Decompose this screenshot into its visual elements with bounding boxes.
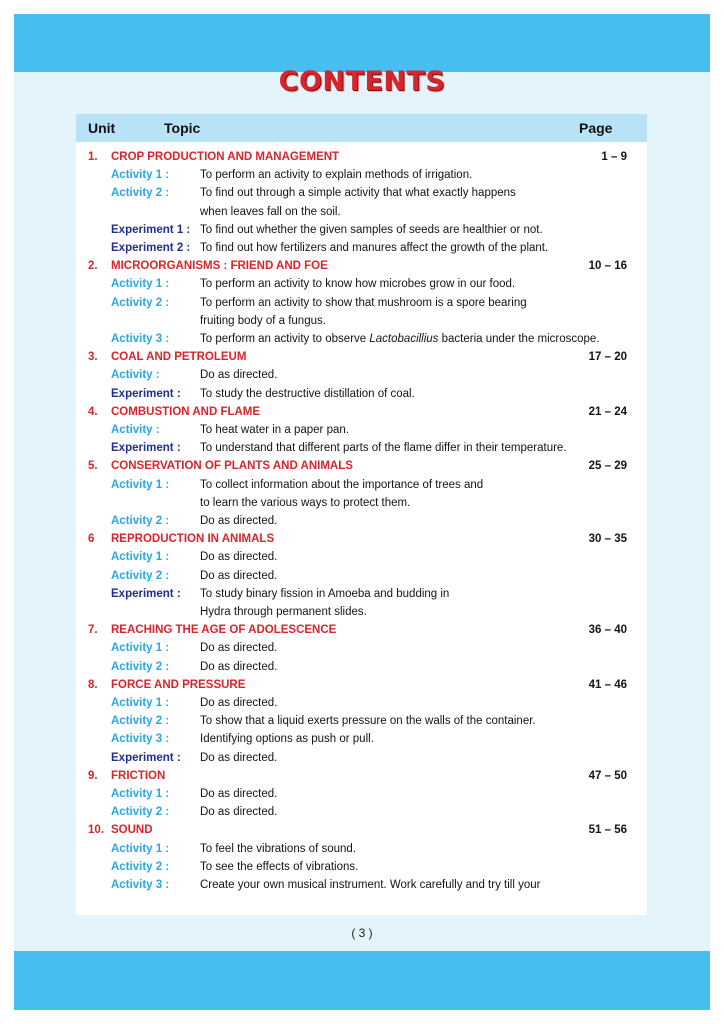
activity-label: Activity 2 : xyxy=(111,296,170,309)
item-description: To understand that different parts of the flame differ in their temperature. xyxy=(200,442,567,455)
item-description: To find out through a simple activity that what exactly happens xyxy=(200,187,516,200)
unit-pages: 17 – 20 xyxy=(588,351,627,364)
experiment-label: Experiment 1 : xyxy=(111,223,191,236)
experiment-label: Experiment : xyxy=(111,387,181,400)
item-description: Hydra through permanent slides. xyxy=(200,606,367,618)
item-description: To study binary fission in Amoeba and budding in xyxy=(200,587,450,600)
unit-number: 7. xyxy=(88,624,98,637)
item-description: To heat water in a paper pan. xyxy=(200,424,349,436)
unit-title: REPRODUCTION IN ANIMALS xyxy=(111,533,275,546)
item-description: To perform an activity to know how microbes grow in our food. xyxy=(200,278,516,291)
item-description: Do as directed. xyxy=(200,642,278,655)
page-number: ( 3 ) xyxy=(351,926,373,940)
experiment-label: Experiment 2 : xyxy=(111,242,191,254)
item-description: Do as directed. xyxy=(200,806,278,819)
activity-label: Activity : xyxy=(111,424,160,436)
unit-title: REACHING THE AGE OF ADOLESCENCE xyxy=(111,624,337,637)
item-description: when leaves fall on the soil. xyxy=(200,205,341,218)
bottom-band xyxy=(14,951,710,1010)
header-page: Page xyxy=(579,120,613,136)
unit-number: 6 xyxy=(88,533,95,546)
activity-label: Activity 2 : xyxy=(111,715,170,728)
item-description: To perform an activity to show that mushroom is a spore bearing xyxy=(200,296,527,309)
activity-label: Activity 2 : xyxy=(111,515,170,527)
unit-number: 8. xyxy=(88,678,98,691)
experiment-label: Experiment : xyxy=(111,751,181,764)
unit-title: CONSERVATION OF PLANTS AND ANIMALS xyxy=(111,460,353,473)
item-description: Do as directed. xyxy=(200,515,278,527)
activity-label: Activity 3 : xyxy=(111,733,170,746)
unit-pages: 41 – 46 xyxy=(588,678,627,691)
item-description: To feel the vibrations of sound. xyxy=(200,842,356,855)
unit-pages: 51 – 56 xyxy=(588,824,627,837)
unit-pages: 36 – 40 xyxy=(588,624,627,637)
item-description: Do as directed. xyxy=(200,788,278,800)
activity-label: Activity 2 : xyxy=(111,187,170,200)
unit-number: 3. xyxy=(88,351,98,364)
item-description: Identifying options as push or pull. xyxy=(200,733,374,746)
activity-label: Activity : xyxy=(111,369,160,382)
unit-number: 2. xyxy=(88,260,98,273)
page-title: CONTENTS xyxy=(278,66,446,97)
activity-label: Activity 2 : xyxy=(111,860,170,873)
item-description: Create your own musical instrument. Work carefully and try till your xyxy=(200,879,541,891)
activity-label: Activity 1 : xyxy=(111,278,170,291)
experiment-label: Experiment : xyxy=(111,442,181,455)
unit-title: FRICTION xyxy=(111,769,166,782)
activity-label: Activity 1 : xyxy=(111,697,170,709)
activity-label: Activity 1 : xyxy=(111,169,170,182)
item-description: To collect information about the importance of trees and xyxy=(200,478,484,491)
item-description: To show that a liquid exerts pressure on the walls of the container. xyxy=(200,715,536,728)
activity-label: Activity 3 : xyxy=(111,879,170,891)
activity-label: Activity 1 : xyxy=(111,478,170,491)
item-description: to learn the various ways to protect them. xyxy=(200,496,411,509)
item-description: To see the effects of vibrations. xyxy=(200,860,359,873)
unit-number: 4. xyxy=(88,405,98,418)
item-description: Do as directed. xyxy=(200,569,278,582)
experiment-label: Experiment : xyxy=(111,587,181,600)
activity-label: Activity 1 : xyxy=(111,642,170,655)
unit-pages: 21 – 24 xyxy=(588,405,627,418)
table-header xyxy=(76,114,647,142)
unit-title: COMBUSTION AND FLAME xyxy=(111,405,261,418)
item-description: Do as directed. xyxy=(200,369,278,382)
unit-title: MICROORGANISMS : FRIEND AND FOE xyxy=(111,260,328,273)
activity-label: Activity 1 : xyxy=(111,842,170,855)
top-band xyxy=(14,14,710,72)
header-topic: Topic xyxy=(164,120,201,136)
activity-label: Activity 3 : xyxy=(111,333,170,345)
item-description: Do as directed. xyxy=(200,751,278,764)
activity-label: Activity 2 : xyxy=(111,806,170,819)
activity-label: Activity 1 : xyxy=(111,788,170,800)
activity-label: Activity 1 : xyxy=(111,551,170,564)
item-description: To find out how fertilizers and manures affect the growth of the plant. xyxy=(200,242,549,254)
unit-number: 9. xyxy=(88,769,98,782)
unit-pages: 1 – 9 xyxy=(601,151,627,163)
unit-pages: 47 – 50 xyxy=(588,769,627,782)
item-description: Do as directed. xyxy=(200,551,278,564)
unit-number: 1. xyxy=(88,151,98,163)
item-description: To perform an activity to observe Lactobacillius bacteria under the microscope. xyxy=(200,333,600,345)
activity-label: Activity 2 : xyxy=(111,660,170,673)
unit-title: CROP PRODUCTION AND MANAGEMENT xyxy=(111,151,340,163)
activity-label: Activity 2 : xyxy=(111,569,170,582)
item-description: Do as directed. xyxy=(200,660,278,673)
unit-number: 10. xyxy=(88,824,104,837)
unit-pages: 10 – 16 xyxy=(588,260,627,273)
unit-title: SOUND xyxy=(111,824,153,837)
item-description: To study the destructive distillation of coal. xyxy=(200,387,415,400)
unit-pages: 30 – 35 xyxy=(588,533,627,546)
item-description: fruiting body of a fungus. xyxy=(200,314,326,327)
unit-number: 5. xyxy=(88,460,98,473)
item-description: To perform an activity to explain methods of irrigation. xyxy=(200,169,473,182)
unit-title: FORCE AND PRESSURE xyxy=(111,678,246,691)
unit-pages: 25 – 29 xyxy=(588,460,627,473)
item-description: To find out whether the given samples of seeds are healthier or not. xyxy=(200,223,543,236)
item-description: Do as directed. xyxy=(200,697,278,709)
header-unit: Unit xyxy=(88,120,116,136)
unit-title: COAL AND PETROLEUM xyxy=(111,351,247,364)
